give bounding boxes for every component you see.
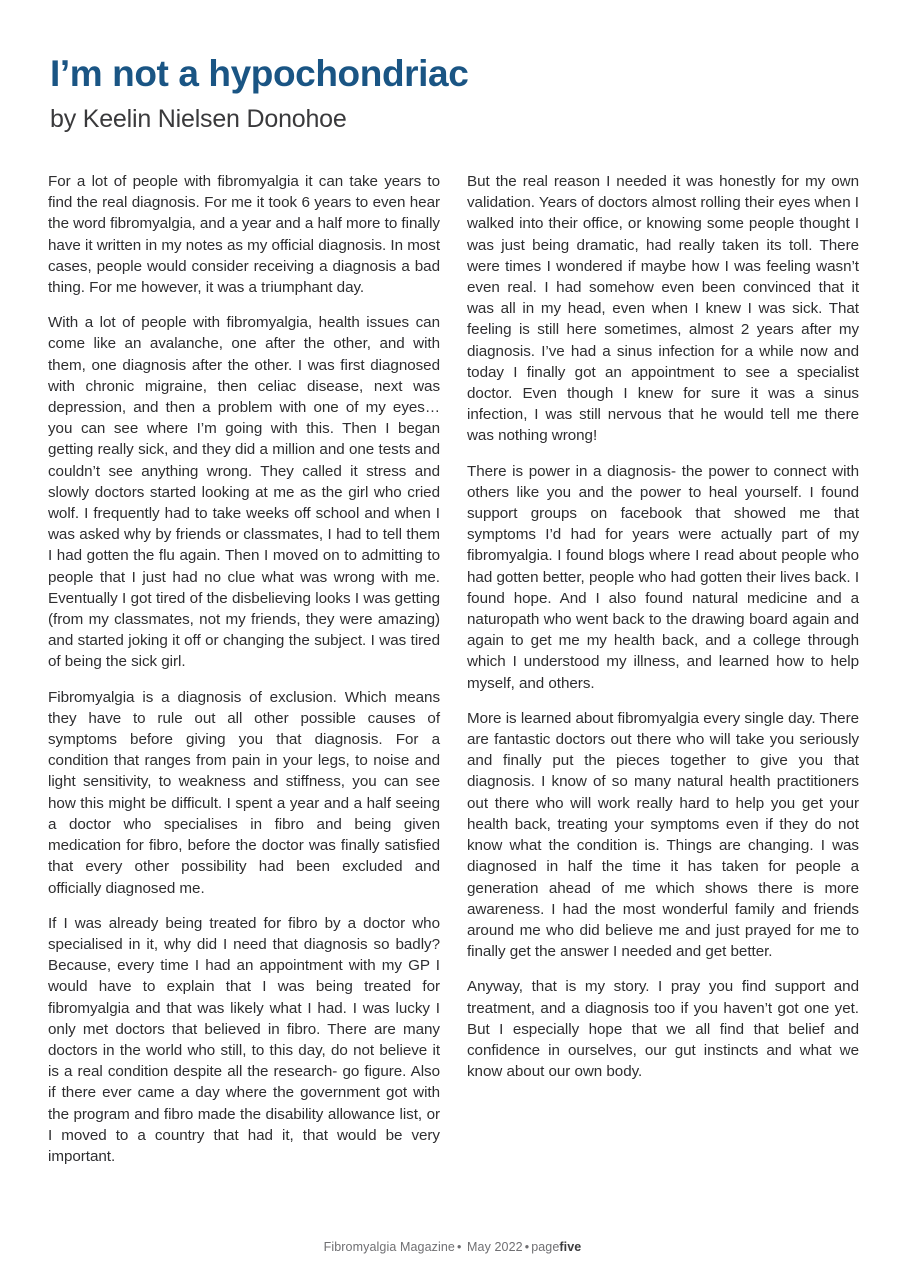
paragraph: If I was already being treated for fibro by a doctor who specialised in it, why did I need that diagnosis so badly? Because, every time I had an appointment with my GP I would have to explain that I was being treated for fibromyalgia and that was likely what I had. I was lucky I only met doctors that believed in fibro. There are many doctors in the world who still, to this day, do not believe it is a real condition despite all the research- go figure. Also if there ever came a day where the government got with the program and fibro made the disability allowance list, or I moved to a country that had it, that would be very important.: [48, 914, 440, 1165]
paragraph: With a lot of people with fibromyalgia, health issues can come like an avalanche, one after the other, and with them, one diagnosis after the other. I was first diagnosed with chronic migraine, then celiac disease, next was depression, and then a problem with one of my eyes… you can see where I’m going with this. Then I began getting really sick, and they did a million and one tests and couldn’t see anything wrong. They called it stress and slowly doctors started looking at me as the girl who cried wolf. I frequently had to take weeks off school and when I was asked why by friends or classmates, I had to tell them I had gotten the flu again. Then I moved on to admitting to people that I just had no clue what was wrong with me. Eventually I got tired of the disbelieving looks I was getting (from my classmates, not my friends, they were amazing) and started joking it off or changing the subject. I was tired of being the sick girl.: [48, 314, 440, 671]
footer-page-word: page: [531, 1240, 560, 1254]
paragraph: But the real reason I needed it was honestly for my own validation. Years of doctors almost rolling their eyes when I walked into their office, or knowing some people thought I was just being dramatic, had really taken its toll. There were times I wondered if maybe how I was feeling wasn’t even real. I had somehow even been convinced that it was all in my head, even when I knew I was sick. That feeling is still here sometimes, almost 2 years after my diagnosis. I’ve had a sinus infection for a while now and today I finally got an appointment to see a specialist doctor. Even though I knew for sure it was a sinus infection, I was still nervous that he would tell me there was nothing wrong!: [467, 173, 859, 445]
column-right: [467, 171, 859, 1082]
page-footer: [0, 1238, 905, 1256]
footer-issue-date: May 2022: [467, 1240, 523, 1254]
column-left: [48, 171, 440, 1167]
paragraph: More is learned about fibromyalgia every single day. There are fantastic doctors out there who will take you seriously and finally put the pieces together to give you that diagnosis. I know of so many natural health practitioners out there who will work really hard to help you get your health back, treating your symptoms even if they do not know what the condition is. Things are changing. I was diagnosed in half the time it has taken for people a generation ahead of me which shows there is more awareness. I had the most wonderful family and friends around me who did believe me and just prayed for me to finally get the answer I needed and get better.: [467, 709, 859, 961]
paragraph: For a lot of people with fibromyalgia it can take years to find the real diagnosis. For me it took 6 years to even hear the word fibromyalgia, and a year and a half more to finally have it written in my notes as my official diagnosis. In most cases, people would consider receiving a diagnosis a bad thing. For me however, it was a triumphant day.: [48, 173, 440, 297]
article-body: [48, 171, 859, 1167]
page-title: I’m not a hypochondriac: [50, 53, 469, 94]
paragraph: Fibromyalgia is a diagnosis of exclusion. Which means they have to rule out all other possible causes of symptoms before giving you that diagnosis. For a condition that ranges from pain in your legs, to noise and light sensitivity, to weakness and stiffness, you can see how this might be difficult. I spent a year and a half seeing a doctor who specialises in fibro and being given medication for fibro, before the doctor was finally satisfied that every other possibility had been excluded and officially diagnosed me.: [48, 688, 440, 897]
footer-separator-one: •: [456, 1240, 462, 1254]
footer-page-number: five: [559, 1240, 582, 1254]
paragraph: There is power in a diagnosis- the power to connect with others like you and the power to heal yourself. I found support groups on facebook that showed me that symptoms I’d had for years were actually part of my fibromyalgia. I found blogs where I read about people who had gotten better, people who had gotten their lives back. I found hope. And I also found natural medicine and a naturopath who went back to the drawing board again and again to get me my health back, and a college through which I understood my illness, and learned how to help myself, and others.: [467, 462, 859, 692]
footer-publication: Fibromyalgia Magazine: [323, 1240, 455, 1254]
paragraph: Anyway, that is my story. I pray you find support and treatment, and a diagnosis too if you haven’t got one yet. But I especially hope that we all find that belief and confidence in ourselves, our gut instincts and what we know about our own body.: [467, 978, 859, 1081]
footer-separator-two: •: [524, 1240, 530, 1254]
footer-line: [324, 1239, 582, 1255]
article-masthead: [50, 52, 860, 134]
article-byline: by Keelin Nielsen Donohoe: [50, 105, 347, 133]
